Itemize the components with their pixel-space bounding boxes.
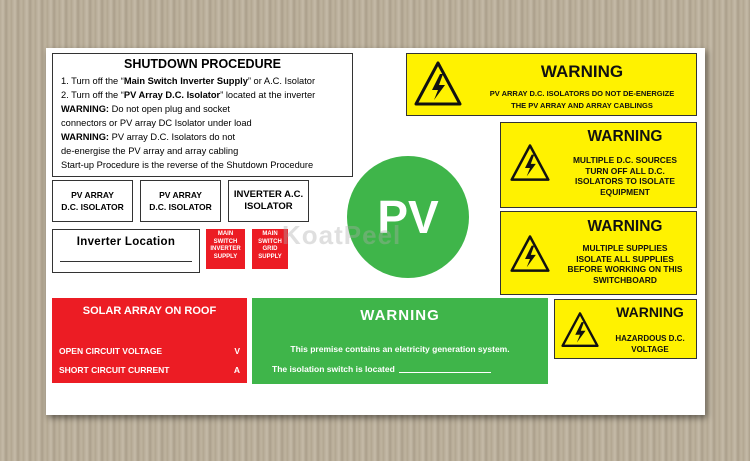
- open-circuit-voltage-unit: V: [234, 346, 240, 356]
- high-voltage-warning-icon: [510, 234, 550, 274]
- warning-4-message: [603, 333, 697, 355]
- warning-2-line-2: TURN OFF ALL D.C.: [585, 165, 665, 176]
- shutdown-warning-1a: [61, 102, 344, 116]
- pv-badge: PV: [347, 156, 469, 278]
- warn2-text-a: PV array D.C. Isolators do not: [109, 132, 236, 142]
- tag1-line-2: SWITCH: [213, 238, 238, 245]
- warning-1-title: WARNING: [540, 62, 624, 81]
- warning-2-line-1: MULTIPLE D.C. SOURCES: [572, 155, 678, 165]
- startup-note: Start-up Procedure is the reverse of the Shutdown Procedure: [61, 160, 314, 170]
- watermark: KoatPeel: [282, 220, 402, 250]
- tag2-line-2: SWITCH: [258, 238, 282, 245]
- tag2-line-3: GRID: [262, 246, 278, 252]
- high-voltage-warning-icon: [561, 311, 599, 349]
- warning-3-line-3: BEFORE WORKING ON THIS: [567, 264, 683, 274]
- step2-bold: PV Array D.C. Isolator: [123, 90, 221, 100]
- shutdown-step-1: [61, 74, 344, 88]
- shutdown-warning-2b: de-energise the PV array and array cabling: [61, 146, 239, 156]
- warning-3-line-1: MULTIPLE SUPPLIES: [582, 243, 668, 253]
- tag1-line-1: MAIN: [217, 231, 234, 237]
- pv-array-dc-isolator-label-1: [52, 180, 133, 222]
- short-circuit-current-label: SHORT CIRCUIT CURRENT: [59, 365, 170, 375]
- warning-2-title: WARNING: [587, 128, 663, 145]
- solar-title: SOLAR ARRAY ON ROOF: [82, 305, 217, 317]
- warn1-text-a: Do not open plug and socket: [109, 104, 230, 114]
- tag1-line-3: INVERTER: [210, 246, 241, 252]
- isolation-switch-blank-line: [399, 372, 491, 373]
- warning-4-title: WARNING: [616, 304, 684, 320]
- solar-array-on-roof-label: [52, 298, 247, 383]
- open-circuit-voltage-label: OPEN CIRCUIT VOLTAGE: [59, 346, 163, 356]
- warning-4-line-2: VOLTAGE: [631, 345, 669, 354]
- step2-post: ” located at the inverter: [220, 90, 316, 100]
- inv-ac-line-a: INVERTER A.C.: [233, 189, 304, 200]
- warning-1-message: [469, 88, 695, 112]
- warn1-label: WARNING:: [61, 104, 110, 114]
- high-voltage-warning-icon: [510, 143, 550, 183]
- warning-2-line-4: EQUIPMENT: [600, 186, 650, 197]
- step1-pre: 1. Turn off the “: [61, 76, 124, 86]
- warn2-label: WARNING:: [61, 132, 110, 142]
- pv-dc-1-line-b: D.C. ISOLATOR: [61, 202, 124, 212]
- inv-ac-line-b: ISOLATOR: [244, 201, 293, 212]
- warning-3-line-4: SWITCHBOARD: [593, 274, 657, 285]
- warning-1-line-2: THE PV ARRAY AND ARRAY CABLINGS: [511, 101, 653, 110]
- green-warning-line-1: This premise contains an eletricity generation system.: [290, 344, 510, 354]
- warning-1-line-1: PV ARRAY D.C. ISOLATORS DO NOT DE-ENERGIZE: [489, 89, 675, 98]
- warning-label-hazardous-dc-voltage: [554, 299, 697, 359]
- warning-label-multiple-supplies: [500, 211, 697, 295]
- isolation-switch-text: The isolation switch is located: [272, 364, 395, 374]
- warning-2-message: [555, 155, 695, 197]
- shutdown-step-2: [61, 88, 344, 102]
- step2-pre: 2. Turn off the “: [61, 90, 124, 100]
- pv-dc-2-line-b: D.C. ISOLATOR: [149, 202, 212, 212]
- inverter-ac-isolator-label: [228, 180, 309, 222]
- shutdown-title: SHUTDOWN PROCEDURE: [124, 57, 281, 71]
- warning-2-line-3: ISOLATORS TO ISOLATE: [575, 176, 675, 186]
- green-warning-title: WARNING: [360, 307, 440, 324]
- tag1-line-4: SUPPLY: [213, 253, 238, 260]
- warning-label-multiple-dc-sources: [500, 122, 697, 208]
- warning-4-line-1: HAZARDOUS D.C.: [615, 334, 685, 343]
- step1-bold: Main Switch Inverter Supply: [123, 76, 248, 86]
- generation-system-warning-label: [252, 298, 548, 384]
- high-voltage-warning-icon: [414, 60, 462, 108]
- step1-post: ” or A.C. Isolator: [247, 76, 316, 86]
- short-circuit-current-unit: A: [233, 365, 240, 375]
- shutdown-procedure-label: [52, 53, 353, 177]
- green-warning-line-2: [272, 364, 491, 374]
- shutdown-warning-1b: connectors or PV array DC Isolator under load: [61, 118, 252, 128]
- short-circuit-current-row: [59, 365, 240, 375]
- tag2-line-1: MAIN: [262, 231, 278, 237]
- label-sheet: [46, 48, 705, 415]
- inverter-location-blank-line: [60, 261, 192, 262]
- shutdown-warning-2a: [61, 130, 344, 144]
- inverter-location-label: [52, 229, 200, 273]
- pv-dc-1-line-a: PV ARRAY: [71, 190, 114, 200]
- pv-array-dc-isolator-label-2: [140, 180, 221, 222]
- main-switch-inverter-supply-tag: [206, 229, 245, 269]
- pv-dc-2-line-a: PV ARRAY: [159, 190, 202, 200]
- warning-3-line-2: ISOLATE ALL SUPPLIES: [576, 253, 674, 264]
- warning-3-message: [555, 243, 695, 285]
- warning-label-pv-isolators: [406, 53, 697, 116]
- tag2-line-4: SUPPLY: [258, 253, 282, 260]
- open-circuit-voltage-row: [59, 346, 240, 356]
- inverter-location-text: Inverter Location: [76, 236, 176, 248]
- warning-3-title: WARNING: [587, 218, 663, 235]
